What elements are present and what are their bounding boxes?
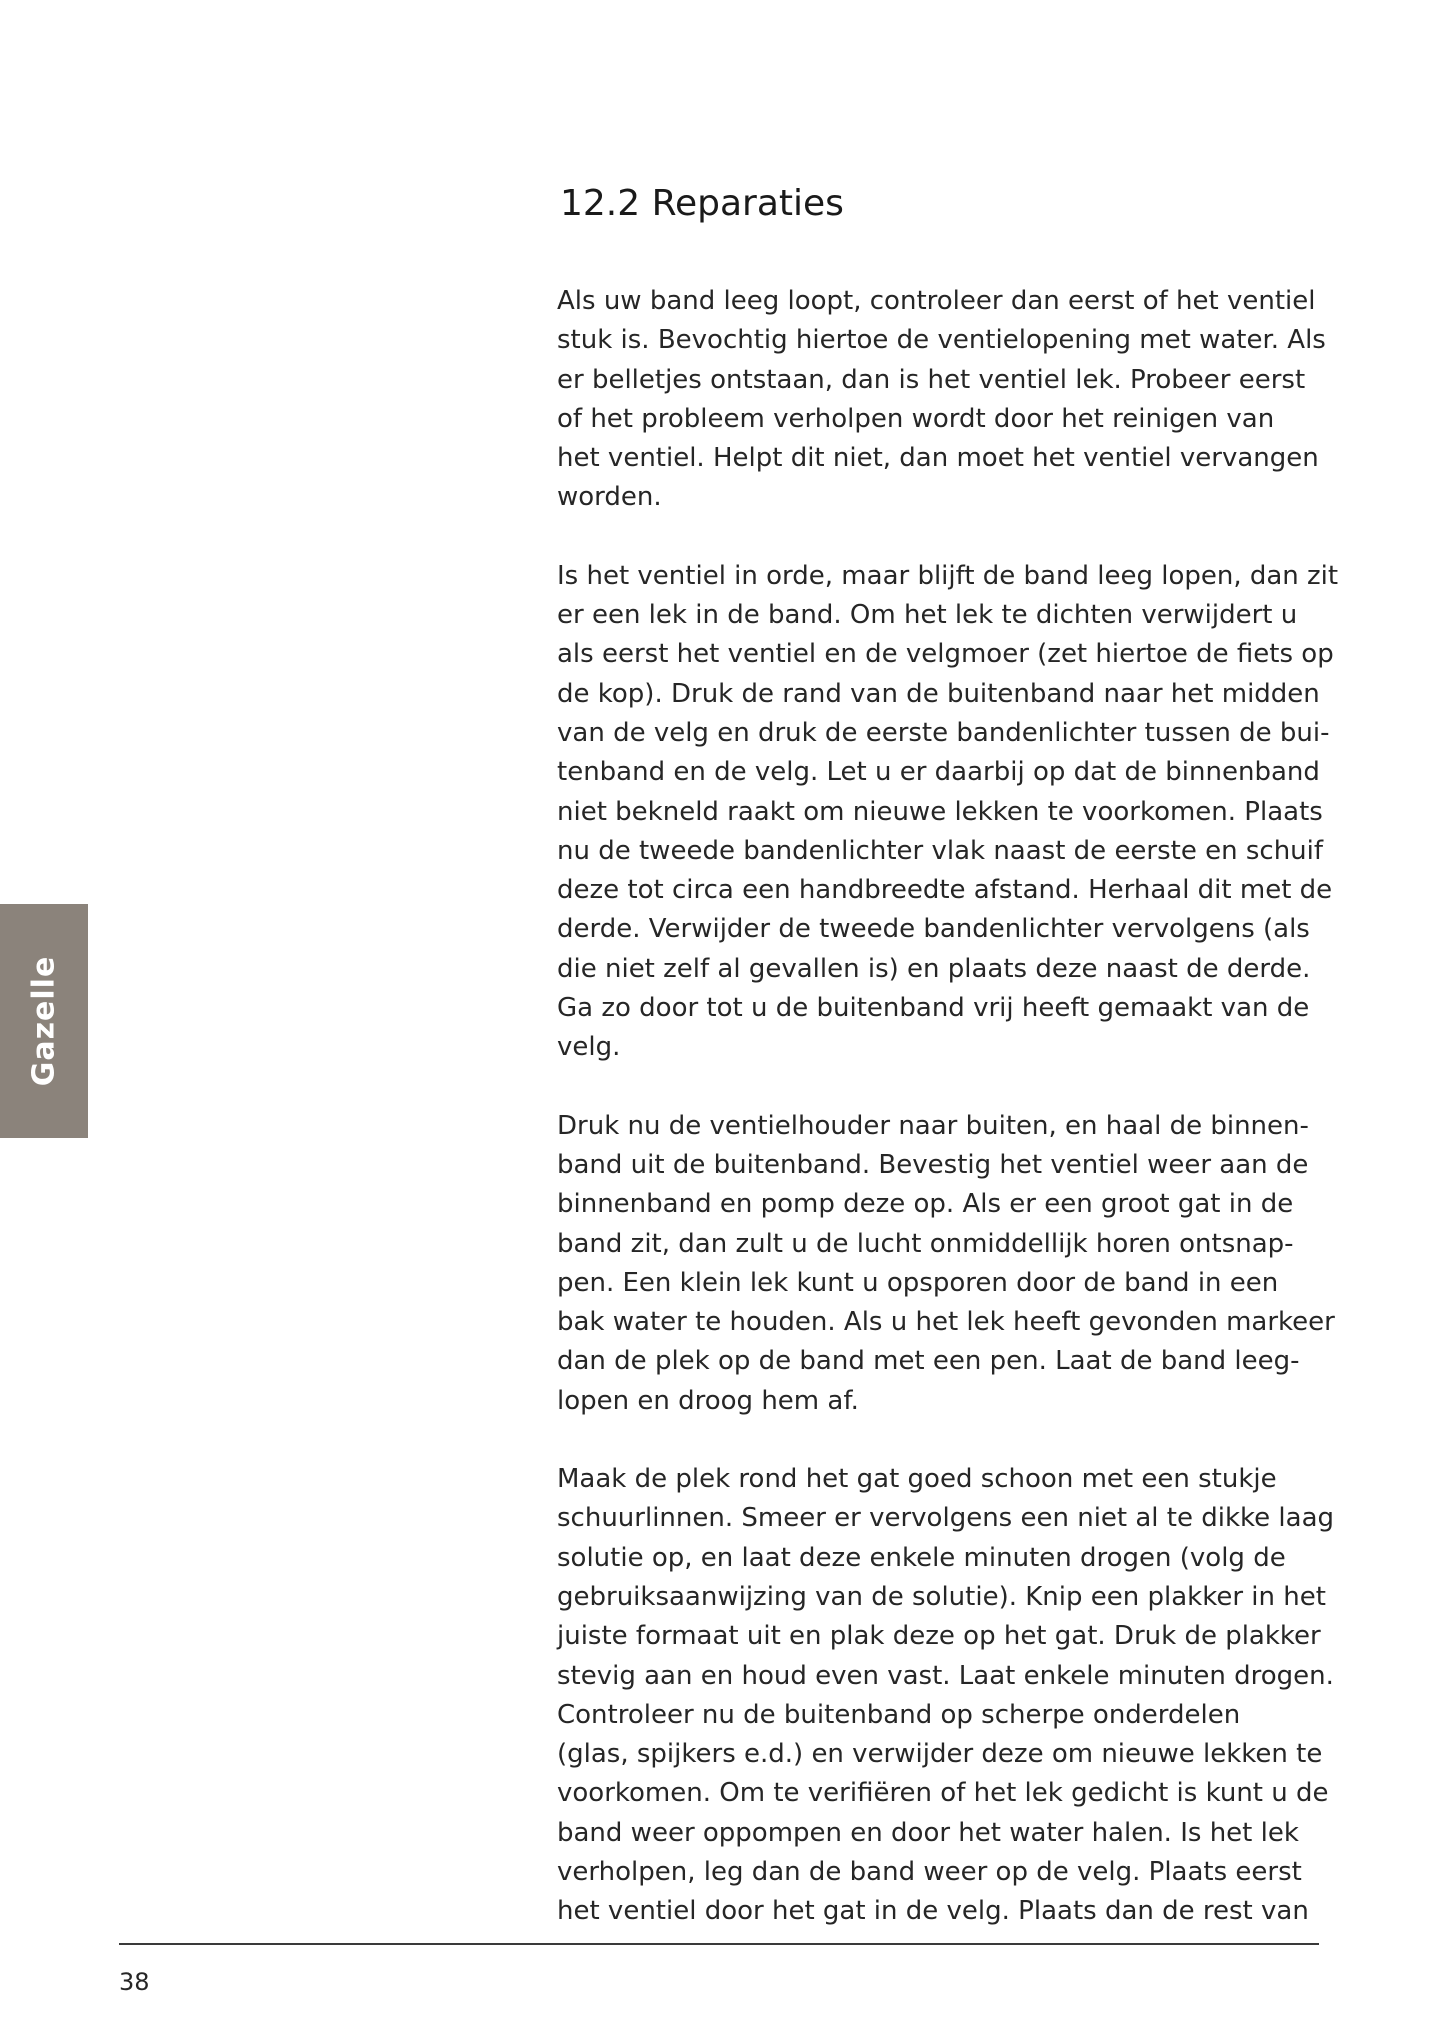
paragraph-line: Is het ventiel in orde, maar blijft de band leeg lopen, dan zit bbox=[557, 560, 1339, 591]
page-content bbox=[557, 178, 1337, 1971]
paragraph-line: worden. bbox=[557, 482, 662, 513]
paragraph-line: binnenband en pomp deze op. Als er een groot gat in de bbox=[557, 1189, 1294, 1220]
paragraph-line: schuurlinnen. Smeer er vervolgens een niet al te dikke laag bbox=[557, 1503, 1335, 1534]
paragraph-line: gebruiksaanwijzing van de solutie). Knip een plakker in het bbox=[557, 1581, 1326, 1612]
paragraph-line: band uit de buitenband. Bevestig het ventiel weer aan de bbox=[557, 1149, 1309, 1180]
paragraph-line: er een lek in de band. Om het lek te dichten verwijdert u bbox=[557, 600, 1298, 631]
paragraph-line: of het probleem verholpen wordt door het reinigen van bbox=[557, 403, 1275, 434]
paragraph-line: solutie op, en laat deze enkele minuten drogen (volg de bbox=[557, 1542, 1286, 1573]
paragraph bbox=[557, 557, 1337, 1068]
paragraph-line: pen. Een klein lek kunt u opsporen door de band in een bbox=[557, 1267, 1279, 1298]
paragraph-line: voorkomen. Om te verifiëren of het lek gedicht is kunt u de bbox=[557, 1778, 1329, 1809]
paragraph-line: als eerst het ventiel en de velgmoer (zet hiertoe de fiets op bbox=[557, 639, 1334, 670]
paragraph-line: (glas, spijkers e.d.) en verwijder deze om nieuwe lekken te bbox=[557, 1739, 1323, 1770]
paragraph-line: deze tot circa een handbreedte afstand. Herhaal dit met de bbox=[557, 875, 1333, 906]
paragraph-line: derde. Verwijder de tweede bandenlichter vervolgens (als bbox=[557, 914, 1310, 945]
paragraph-line: Als uw band leeg loopt, controleer dan eerst of het ventiel bbox=[557, 286, 1316, 316]
paragraph-line: Maak de plek rond het gat goed schoon met een stukje bbox=[557, 1464, 1277, 1495]
paragraph bbox=[557, 282, 1337, 518]
paragraph-line: lopen en droog hem af. bbox=[557, 1385, 859, 1416]
paragraph-line: van de velg en druk de eerste bandenlichter tussen de bui- bbox=[557, 717, 1330, 748]
paragraph-line: er belletjes ontstaan, dan is het ventiel lek. Probeer eerst bbox=[557, 364, 1306, 395]
paragraph-line: Druk nu de ventielhouder naar buiten, en haal de binnen- bbox=[557, 1110, 1309, 1141]
paragraph-line: band weer oppompen en door het water halen. Is het lek bbox=[557, 1817, 1299, 1848]
paragraph bbox=[557, 1107, 1337, 1421]
footer-divider bbox=[119, 1943, 1319, 1945]
paragraph-line: het ventiel door het gat in de velg. Plaats dan de rest van bbox=[557, 1896, 1309, 1927]
paragraph bbox=[557, 1460, 1337, 1932]
paragraph-line: niet bekneld raakt om nieuwe lekken te voorkomen. Plaats bbox=[557, 796, 1323, 827]
paragraph-line: die niet zelf al gevallen is) en plaats deze naast de derde. bbox=[557, 953, 1311, 984]
brand-side-tab bbox=[0, 904, 88, 1138]
paragraph-line: stuk is. Bevochtig hiertoe de ventielopening met water. Als bbox=[557, 325, 1326, 356]
paragraph-line: Controleer nu de buitenband op scherpe onderdelen bbox=[557, 1699, 1241, 1730]
paragraph-line: nu de tweede bandenlichter vlak naast de eerste en schuif bbox=[557, 835, 1324, 866]
paragraph-line: stevig aan en houd even vast. Laat enkele minuten drogen. bbox=[557, 1660, 1334, 1691]
paragraph-line: band zit, dan zult u de lucht onmiddellijk horen ontsnap- bbox=[557, 1228, 1294, 1259]
paragraph-line: tenband en de velg. Let u er daarbij op dat de binnenband bbox=[557, 757, 1320, 788]
paragraph-line: bak water te houden. Als u het lek heeft gevonden markeer bbox=[557, 1307, 1335, 1338]
page-number: 38 bbox=[119, 1968, 150, 1996]
paragraph-line: het ventiel. Helpt dit niet, dan moet het ventiel vervangen bbox=[557, 443, 1319, 474]
paragraph-line: verholpen, leg dan de band weer op de velg. Plaats eerst bbox=[557, 1856, 1302, 1887]
brand-label: Gazelle bbox=[26, 955, 62, 1087]
paragraph-line: juiste formaat uit en plak deze op het gat. Druk de plakker bbox=[557, 1621, 1321, 1652]
paragraph-line: Ga zo door tot u de buitenband vrij heeft gemaakt van de bbox=[557, 993, 1310, 1024]
section-title: 12.2 Reparaties bbox=[560, 183, 844, 224]
paragraph-line: de kop). Druk de rand van de buitenband naar het midden bbox=[557, 678, 1320, 709]
paragraph-line: dan de plek op de band met een pen. Laat de band leeg- bbox=[557, 1346, 1300, 1377]
paragraph-line: velg. bbox=[557, 1032, 621, 1063]
